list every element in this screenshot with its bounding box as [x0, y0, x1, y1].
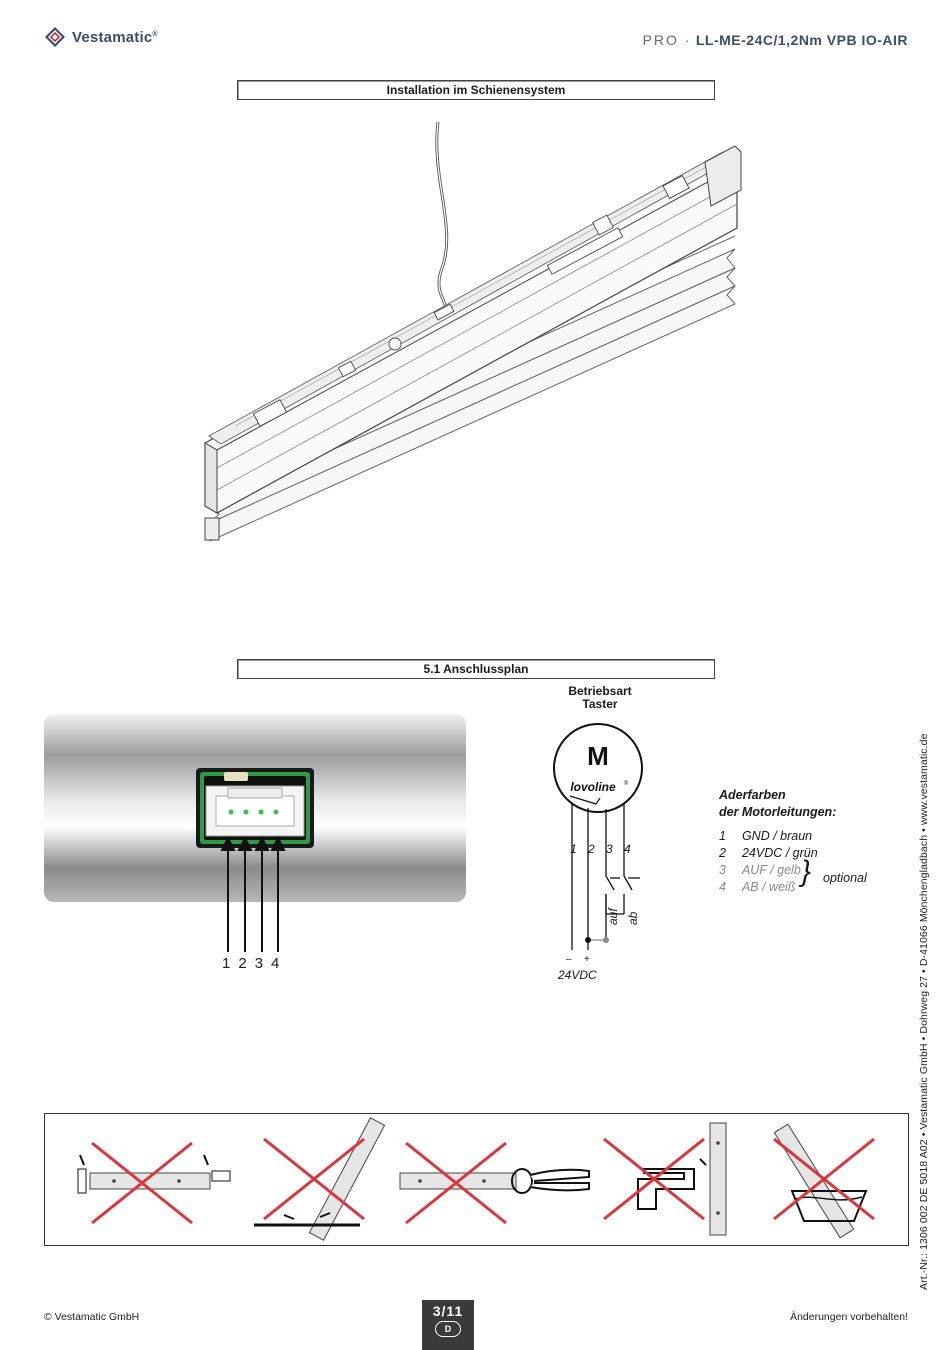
product-model: LL-ME-24C/1,2Nm VPB IO-AIR	[695, 32, 908, 48]
minus-label: –	[566, 954, 572, 965]
rail-installation-drawing	[195, 118, 755, 558]
switch-down-label: ab	[626, 911, 640, 925]
pin-number: 2	[238, 955, 247, 972]
legend-title-line1: Aderfarben	[719, 788, 786, 802]
footer-copyright: © Vestamatic GmbH	[44, 1311, 140, 1323]
product-prefix: PRO ·	[642, 32, 692, 48]
switch-up-label: auf	[606, 908, 620, 925]
warning-no-drilling	[604, 1123, 726, 1235]
wire-color-legend	[719, 787, 836, 896]
motor-brand-reg: ®	[623, 781, 629, 787]
schematic-wire-numbers	[570, 842, 642, 856]
legend-row: 3 AUF / gelb	[719, 863, 801, 877]
vestamatic-logo-icon	[44, 26, 66, 48]
language-badge: D	[435, 1321, 461, 1337]
footer-notice: Änderungen vorbehalten!	[790, 1311, 908, 1323]
legend-row: 1 GND / braun	[719, 829, 813, 843]
wire-number: 1	[570, 842, 577, 856]
warning-no-squeeze	[78, 1143, 230, 1223]
legend-row: 4 AB / weiß	[719, 880, 796, 894]
page-number: 3/11	[432, 1303, 464, 1319]
page-number-box	[422, 1300, 474, 1350]
voltage-label: 24VDC	[558, 968, 597, 982]
brand-name: Vestamatic®	[72, 28, 158, 46]
product-title	[643, 32, 908, 48]
connector-pin-numbers	[222, 955, 279, 972]
motor-letter: M	[587, 741, 609, 771]
wire-number: 2	[588, 842, 595, 856]
wire-number: 3	[606, 842, 613, 856]
installation-section-title: Installation im Schienensystem	[237, 80, 715, 100]
wiring-section-title: 5.1 Anschlussplan	[237, 659, 715, 679]
warning-no-water	[774, 1124, 874, 1238]
optional-brace: }	[801, 855, 812, 888]
pin-number: 1	[222, 955, 231, 972]
pin-number: 3	[254, 955, 264, 972]
side-article-info: Art.-Nr.: 1306 002 DE 5018 A02 • Vestamatic GmbH • Dohrweg 27 • D-41066 Mönchengladbach • www.vestamatic.de	[918, 733, 930, 1290]
pin-number: 4	[271, 955, 280, 972]
handling-warnings	[44, 1113, 907, 1244]
warning-no-drop	[254, 1118, 385, 1240]
legend-row: 2 24VDC / grün	[719, 846, 818, 860]
operation-mode-title: Betriebsart Taster	[568, 684, 632, 711]
warning-no-pliers	[400, 1143, 589, 1223]
legend-title-line2: der Motorleitungen:	[719, 805, 837, 819]
wire-number: 4	[624, 842, 631, 856]
optional-label: optional	[823, 871, 867, 885]
motor-brand: lovoline	[570, 780, 616, 794]
pin-arrows	[220, 836, 290, 954]
plus-label: +	[584, 954, 590, 965]
brand-logo	[44, 26, 158, 48]
